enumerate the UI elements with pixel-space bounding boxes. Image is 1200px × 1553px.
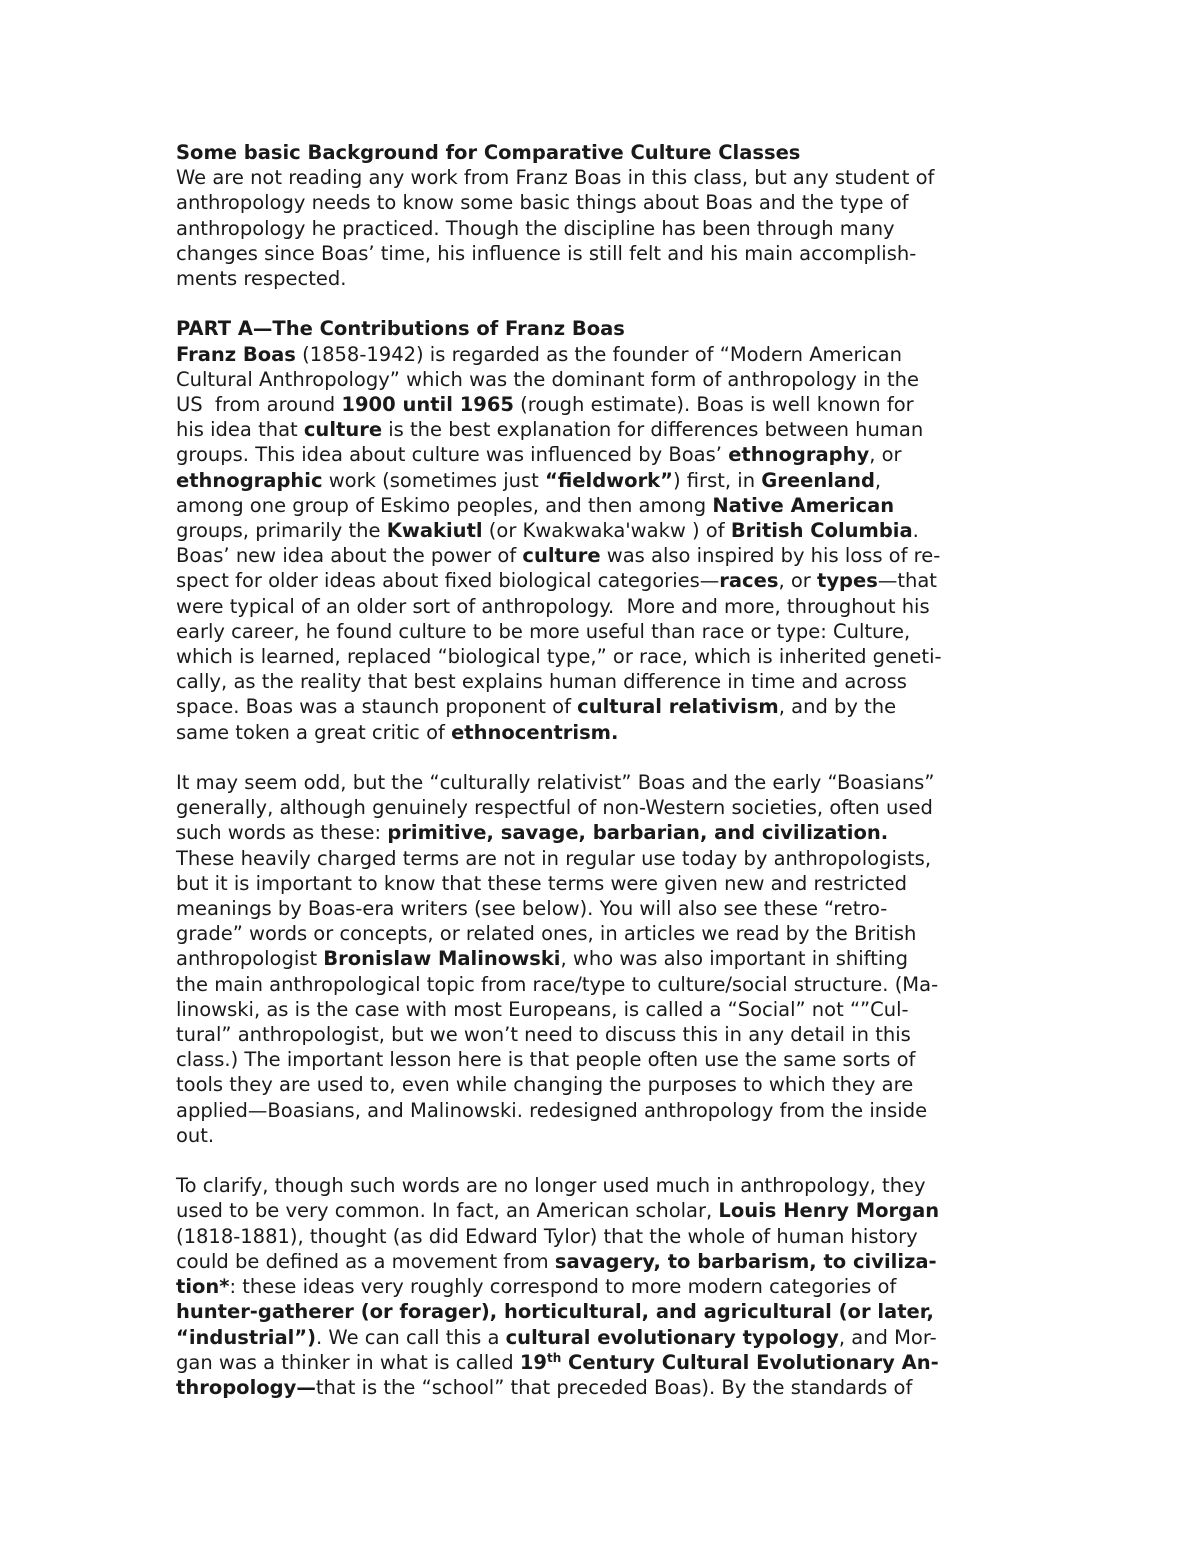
text-run: , or: [778, 569, 817, 593]
text-line: [176, 720, 1036, 745]
bold-text-run: Century Cultural Evolutionary An-: [561, 1350, 939, 1374]
text-line: [176, 392, 1036, 417]
text-line: [176, 1224, 1036, 1249]
text-run: could be defined as a movement from: [176, 1249, 555, 1273]
text-line: [176, 1047, 1036, 1072]
text-line: [176, 342, 1036, 367]
bold-text-run: thropology—: [176, 1375, 316, 1399]
text-run: Boas’ new idea about the power of: [176, 544, 523, 568]
document-body: [176, 140, 1036, 1400]
text-line: [176, 1098, 1036, 1123]
bold-text-run: tion*: [176, 1275, 230, 1299]
text-run: is the best explanation for differences between human: [382, 418, 924, 442]
text-run: ments respected.: [176, 267, 347, 291]
text-line: [176, 1022, 1036, 1047]
bold-text-run: Greenland: [761, 468, 875, 492]
text-run: (1818-1881), thought (as did Edward Tylor) that the whole of human history: [176, 1224, 918, 1248]
text-run: , who was also important in shifting: [560, 947, 908, 971]
text-run: space. Boas was a staunch proponent of: [176, 695, 578, 719]
text-line: [176, 594, 1036, 619]
bold-text-run: hunter-gatherer (or forager), horticultural, and agricultural (or later,: [176, 1300, 934, 1324]
text-run: , and by the: [778, 695, 897, 719]
text-run: cally, as the reality that best explains human difference in time and across: [176, 670, 907, 694]
text-run: , and Mor-: [838, 1325, 937, 1349]
bold-text-run: culture: [303, 418, 383, 442]
text-line: [176, 468, 1036, 493]
bold-text-run: ethnographic: [176, 468, 323, 492]
text-line: [176, 1375, 1036, 1400]
text-line: [176, 493, 1036, 518]
text-line: [176, 316, 1036, 341]
text-run: which is learned, replaced “biological type,” or race, which is inherited geneti-: [176, 645, 942, 669]
text-line: [176, 619, 1036, 644]
text-line: [176, 795, 1036, 820]
text-line: [176, 165, 1036, 190]
bold-text-run: ethnocentrism.: [451, 720, 619, 744]
text-run: gan was a thinker in what is called: [176, 1350, 520, 1374]
text-run: anthropology he practiced. Though the discipline has been through many: [176, 216, 895, 240]
bold-text-run: cultural evolutionary typology: [505, 1325, 839, 1349]
text-run: early career, he found culture to be more useful than race or type: Culture,: [176, 619, 911, 643]
text-run: It may seem odd, but the “culturally relativist” Boas and the early “Boasians”: [176, 771, 935, 795]
text-run: changes since Boas’ time, his influence is still felt and his main accomplish-: [176, 241, 917, 265]
bold-text-run: Kwakiutl: [386, 519, 483, 543]
text-line: [176, 770, 1036, 795]
text-run: were typical of an older sort of anthropology. More and more, throughout his: [176, 594, 930, 618]
text-line: [176, 216, 1036, 241]
bold-text-run: cultural relativism: [577, 695, 779, 719]
bold-text-run: savagery, to barbarism, to civiliza-: [554, 1249, 937, 1273]
text-run: groups. This idea about culture was influenced by Boas’: [176, 443, 729, 467]
text-line: [176, 1249, 1036, 1274]
bold-text-run: Louis Henry Morgan: [718, 1199, 940, 1223]
text-line: [176, 518, 1036, 543]
bold-text-run: British Columbia: [730, 519, 913, 543]
text-line: [176, 1173, 1036, 1198]
bold-text-run: culture: [522, 544, 601, 568]
text-run: . We can call this a: [316, 1325, 506, 1349]
bold-text-run: Some basic Background for Comparative Culture Classes: [176, 141, 801, 164]
text-run: US from around: [176, 393, 342, 417]
text-run: tural” anthropologist, but we won’t need to discuss this in any detail in this: [176, 1023, 911, 1047]
text-line: [176, 367, 1036, 392]
text-run: (rough estimate). Boas is well known for: [513, 393, 914, 417]
bold-text-run: “industrial”): [176, 1325, 317, 1349]
bold-text-run: Bronislaw Malinowski: [323, 947, 561, 971]
text-run: linowski, as is the case with most Europeans, is called a “Social” not “”Cul-: [176, 997, 909, 1021]
text-line: [176, 1325, 1036, 1350]
text-line: [176, 1350, 1036, 1375]
text-line: [176, 1274, 1036, 1299]
text-run: (or Kwakwaka'wakw ) of: [482, 519, 731, 543]
text-line: [176, 1123, 1036, 1148]
text-line: [176, 972, 1036, 997]
text-run: groups, primarily the: [176, 519, 387, 543]
text-run: among one group of Eskimo peoples, and then among: [176, 493, 713, 517]
text-run: used to be very common. In fact, an American scholar,: [176, 1199, 719, 1223]
text-run: ) first, in: [672, 468, 762, 492]
text-line: [176, 190, 1036, 215]
text-line: [176, 921, 1036, 946]
text-run: Cultural Anthropology” which was the dominant form of anthropology in the: [176, 367, 920, 391]
text-run: that is the “school” that preceded Boas). By the standards of: [315, 1375, 913, 1399]
text-run: We are not reading any work from Franz Boas in this class, but any student of: [176, 166, 935, 190]
bold-text-run: Franz Boas: [176, 342, 296, 366]
text-line: [176, 1198, 1036, 1223]
text-run: out.: [176, 1123, 215, 1147]
text-run: anthropologist: [176, 947, 324, 971]
text-run: generally, although genuinely respectful of non-Western societies, often used: [176, 796, 933, 820]
text-run: anthropology needs to know some basic things about Boas and the type of: [176, 191, 909, 215]
text-line: [176, 997, 1036, 1022]
text-line: [176, 896, 1036, 921]
text-run: work (sometimes just: [322, 468, 546, 492]
bold-text-run: 19: [519, 1350, 547, 1374]
text-line: [176, 241, 1036, 266]
text-run: ,: [874, 468, 882, 492]
bold-text-run: Native American: [712, 493, 895, 517]
bold-text-run: primitive, savage, barbarian, and civilization.: [387, 821, 889, 845]
text-line: [176, 820, 1036, 845]
text-run: tools they are used to, even while changing the purposes to which they are: [176, 1073, 914, 1097]
text-run: grade” words or concepts, or related ones, in articles we read by the British: [176, 922, 917, 946]
text-run: , or: [869, 443, 902, 467]
text-run: was also inspired by his loss of re-: [600, 544, 941, 568]
text-line: [176, 568, 1036, 593]
text-line: [176, 846, 1036, 871]
text-line: [176, 543, 1036, 568]
text-line: [176, 644, 1036, 669]
bold-text-run: th: [546, 1350, 562, 1365]
text-run: .: [912, 519, 919, 543]
text-run: such words as these:: [176, 821, 388, 845]
text-line: [176, 669, 1036, 694]
document-title: [176, 140, 1036, 165]
bold-text-run: types: [817, 569, 878, 593]
bold-text-run: ethnography: [728, 443, 870, 467]
text-run: his idea that: [176, 418, 304, 442]
text-run: same token a great critic of: [176, 720, 452, 744]
text-run: : these ideas very roughly correspond to more modern categories of: [229, 1275, 897, 1299]
text-line: [176, 266, 1036, 291]
paragraph-gap: [176, 291, 1036, 316]
text-line: [176, 442, 1036, 467]
text-run: applied—Boasians, and Malinowski. redesigned anthropology from the inside: [176, 1098, 928, 1122]
text-run: meanings by Boas-era writers (see below). You will also see these “retro-: [176, 897, 888, 921]
text-run: the main anthropological topic from race/type to culture/social structure. (Ma-: [176, 972, 939, 996]
text-run: —that: [877, 569, 937, 593]
text-run: To clarify, though such words are no longer used much in anthropology, they: [176, 1174, 926, 1198]
bold-text-run: 1900 until 1965: [341, 393, 514, 417]
bold-text-run: “fieldwork”: [545, 468, 673, 492]
text-line: [176, 1299, 1036, 1324]
bold-text-run: races: [719, 569, 779, 593]
bold-text-run: PART A—The Contributions of Franz Boas: [176, 317, 625, 341]
text-line: [176, 417, 1036, 442]
text-run: (1858-1942) is regarded as the founder of “Modern American: [295, 342, 902, 366]
paragraph-gap: [176, 745, 1036, 770]
text-run: but it is important to know that these terms were given new and restricted: [176, 871, 908, 895]
text-line: [176, 694, 1036, 719]
text-run: spect for older ideas about fixed biological categories—: [176, 569, 720, 593]
text-line: [176, 1072, 1036, 1097]
paragraph-gap: [176, 1148, 1036, 1173]
text-line: [176, 946, 1036, 971]
text-run: These heavily charged terms are not in regular use today by anthropologists,: [176, 846, 932, 870]
text-line: [176, 871, 1036, 896]
text-run: class.) The important lesson here is that people often use the same sorts of: [176, 1048, 916, 1072]
